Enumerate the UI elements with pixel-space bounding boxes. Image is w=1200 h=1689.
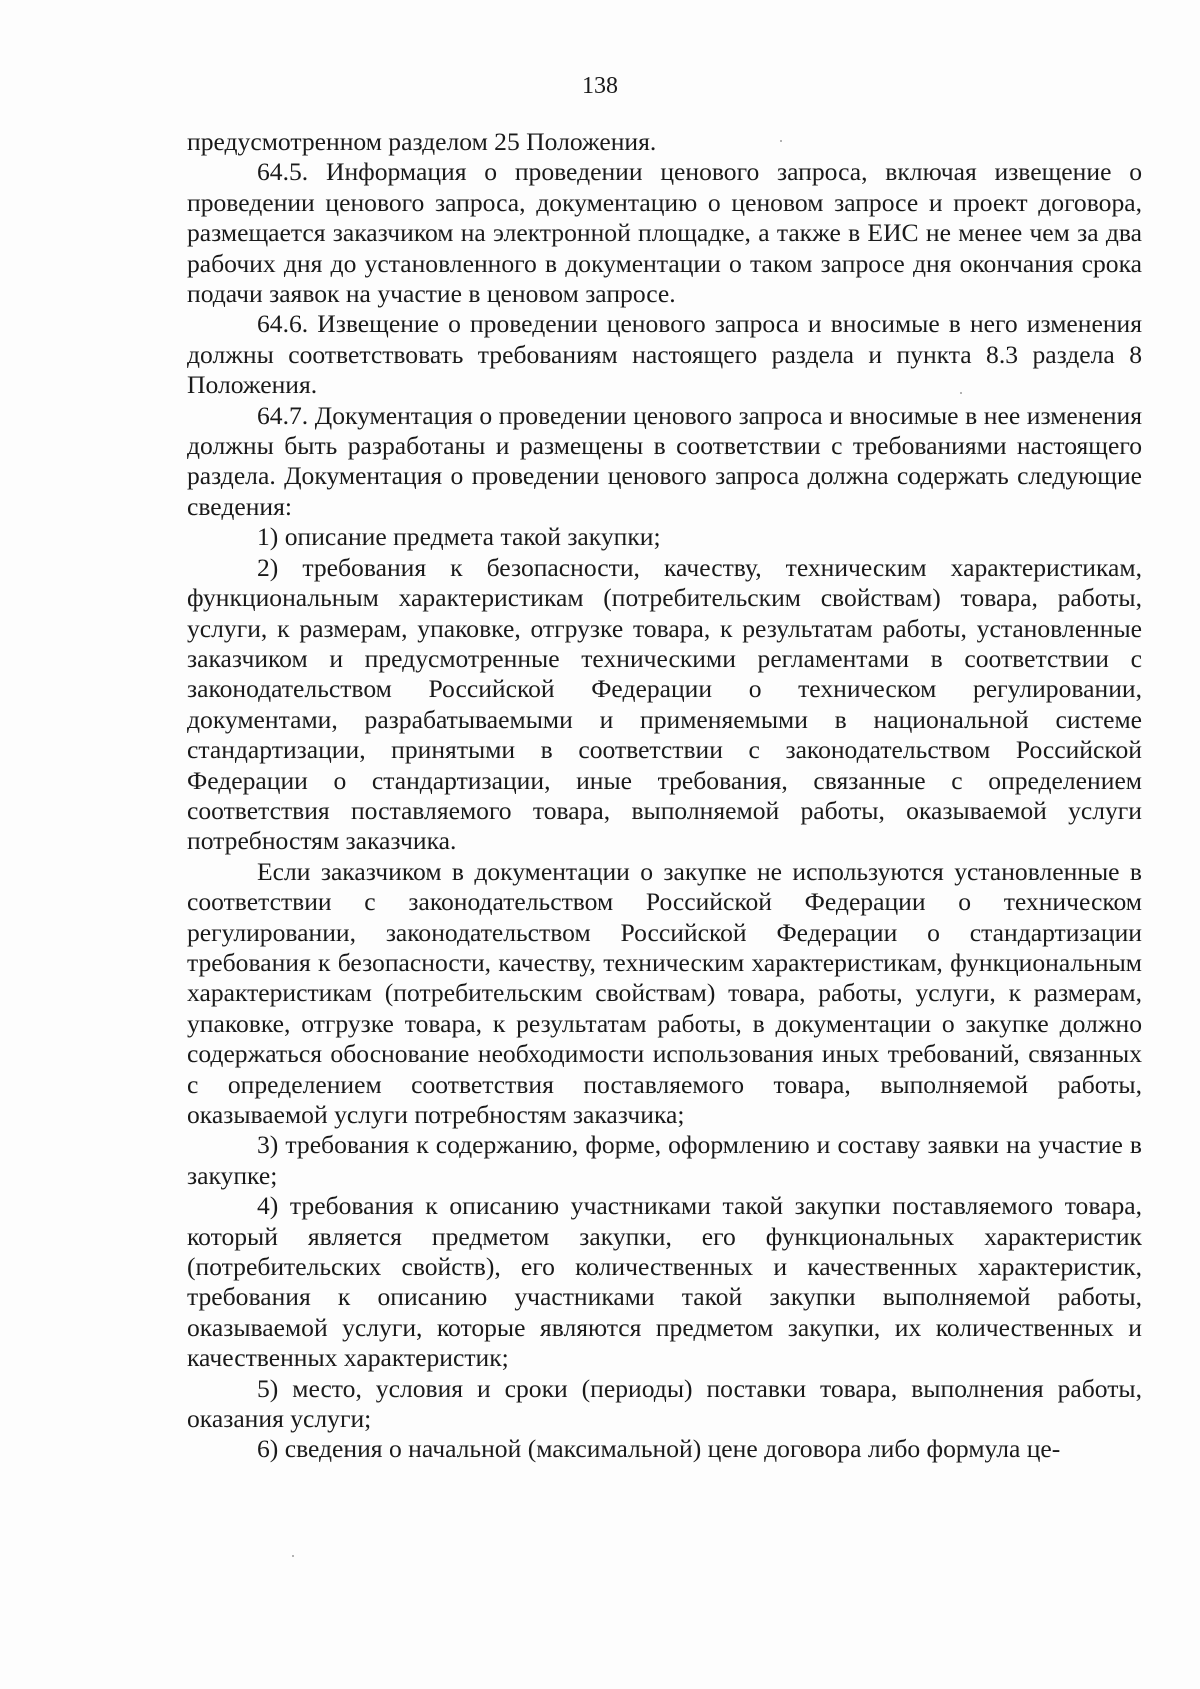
paragraph-continuation: предусмотренном разделом 25 Положения.	[187, 127, 657, 156]
paragraph-64-7: 64.7. Документация о проведении ценового запроса и вносимые в нее изменения должны быть разработаны и размещены в соответствии с требованиями настоящего раздела. Документация о проведении ценового запроса должна содержать следующие сведения:	[187, 400, 1142, 521]
list-item-4: 4) требования к описанию участниками такой закупки поставляемого товара, который является предметом закупки, его функциональных характеристик (потребительских свойств), его количественных и качественных характеристик, требования к описанию участниками такой закупки выполняемой работы, оказываемой услуги, которые являются предметом закупки, их количественных и качественных характеристик;	[187, 1191, 1142, 1373]
scan-speck	[292, 1555, 294, 1557]
list-item-6: 6) сведения о начальной (максимальной) цене договора либо формула це-	[257, 1434, 1061, 1464]
paragraph-64-5: 64.5. Информация о проведении ценового запроса, включая извещение о проведении ценового запроса, документацию о ценовом запросе и проект договора, размещается заказчиком на электронной площадке, а также в ЕИС не менее чем за два рабочих дня до установленного в документации о таком запросе дня окончания срока подачи заявок на участие в ценовом запросе.	[187, 157, 1142, 309]
body-text	[187, 127, 1142, 1465]
page-number: 138	[582, 73, 618, 99]
list-item-3: 3) требования к содержанию, форме, оформлению и составу заявки на участие в закупке;	[187, 1130, 1142, 1190]
scan-speck	[960, 392, 962, 394]
scan-speck	[780, 140, 782, 142]
list-item-5: 5) место, условия и сроки (периоды) поставки товара, выполнения работы, оказания услуги;	[187, 1373, 1142, 1434]
paragraph-standards-exception: Если заказчиком в документации о закупке не используются установленные в соответствии с законодательством Российской Федерации о техническом регулировании, законодательством Российской Федерации о стандартизации требования к безопасности, качеству, техническим характеристикам, функциональным характеристикам (потребительским свойствам) товара, работы, услуги, к размерам, упаковке, отгрузке товара, к результатам работы, в документации о закупке должно содержаться обоснование необходимости использования иных требований, связанных с определением соответствия поставляемого товара, выполняемой работы, оказываемой услуги потребностям заказчика;	[187, 856, 1142, 1129]
list-item-2: 2) требования к безопасности, качеству, техническим характеристикам, функциональным характеристикам (потребительским свойствам) товара, работы, услуги, к размерам, упаковке, отгрузке товара, к результатам работы, установленные заказчиком и предусмотренные техническими регламентами в соответствии с законодательством Российской Федерации о техническом регулировании, документами, разрабатываемыми и применяемыми в национальной системе стандартизации, принятыми в соответствии с законодательством Российской Федерации о стандартизации, иные требования, связанные с определением соответствия поставляемого товара, выполняемой работы, оказываемой услуги потребностям заказчика.	[187, 552, 1142, 856]
paragraph-64-6: 64.6. Извещение о проведении ценового запроса и вносимые в него изменения должны соответствовать требованиям настоящего раздела и пункта 8.3 раздела 8 Положения.	[187, 309, 1142, 400]
list-item-1: 1) описание предмета такой закупки;	[257, 522, 661, 552]
